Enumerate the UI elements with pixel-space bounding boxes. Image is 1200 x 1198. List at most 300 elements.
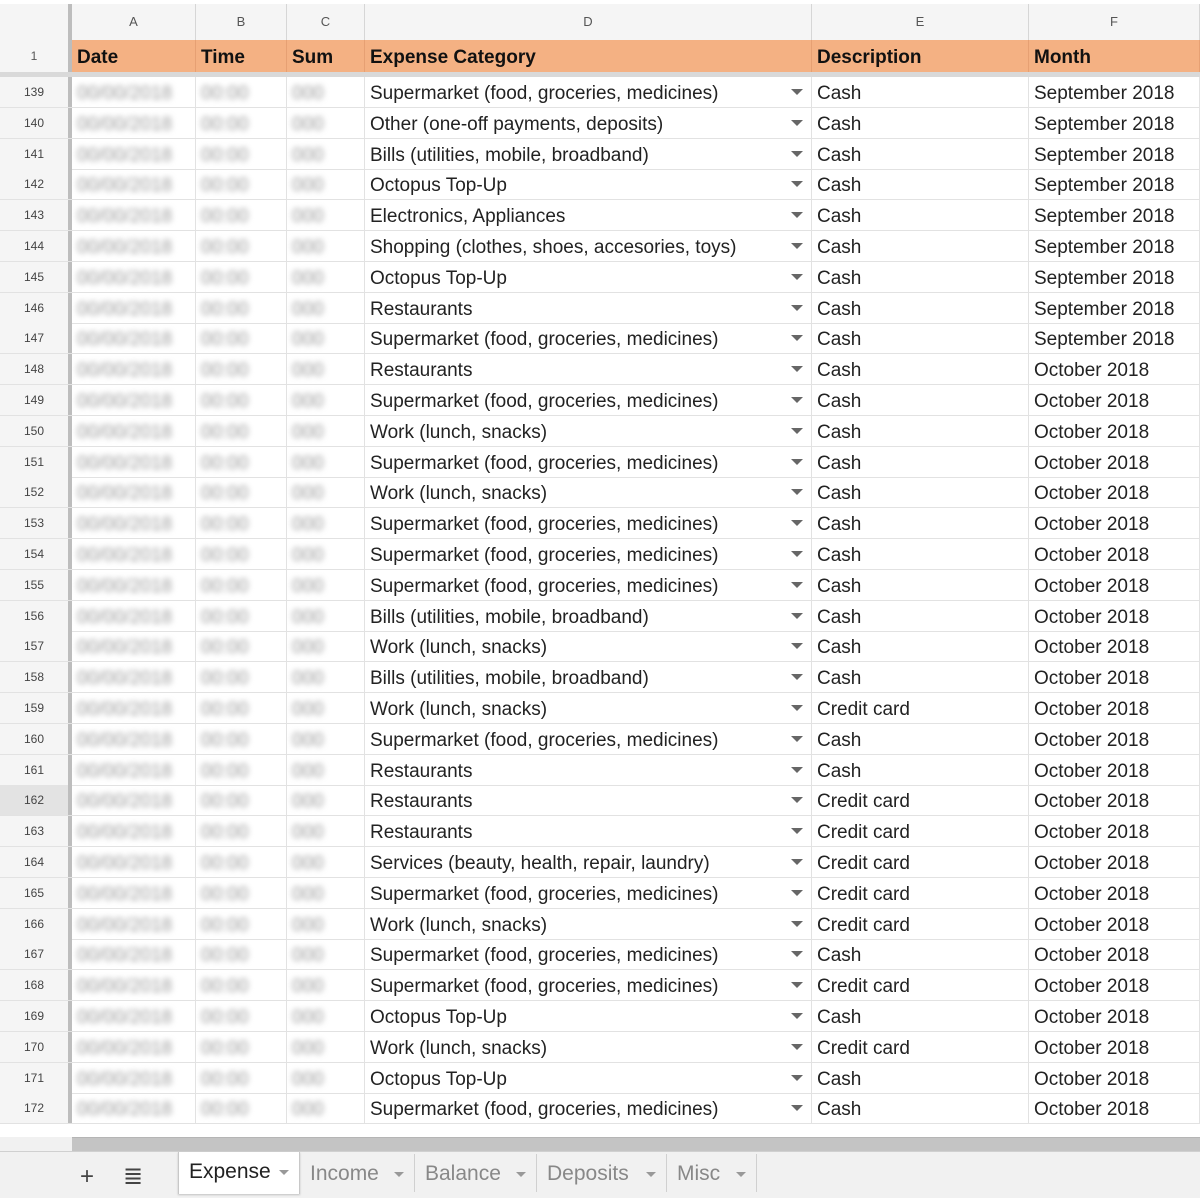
row-number[interactable]: 142 [0, 169, 72, 199]
row-number[interactable]: 157 [0, 631, 72, 661]
cell-expense-category[interactable] [365, 909, 812, 939]
cell-time[interactable] [196, 169, 287, 199]
cell-date[interactable] [72, 909, 196, 939]
cell-month[interactable] [1029, 262, 1200, 292]
row-number[interactable]: 151 [0, 447, 72, 477]
row-number[interactable]: 172 [0, 1093, 72, 1123]
row-number[interactable]: 164 [0, 847, 72, 877]
cell-time[interactable] [196, 601, 287, 631]
cell-expense-category[interactable] [365, 200, 812, 230]
cell-month[interactable] [1029, 108, 1200, 138]
cell-date[interactable] [72, 631, 196, 661]
cell-time[interactable] [196, 200, 287, 230]
cell-month[interactable] [1029, 385, 1200, 415]
cell-sum[interactable] [287, 939, 365, 969]
cell-description[interactable] [812, 1063, 1029, 1093]
cell-date[interactable] [72, 262, 196, 292]
cell-date[interactable] [72, 508, 196, 538]
cell-sum[interactable] [287, 477, 365, 507]
cell-sum[interactable] [287, 323, 365, 353]
cell-time[interactable] [196, 909, 287, 939]
dropdown-arrow-icon[interactable] [791, 582, 803, 588]
cell-time[interactable] [196, 1032, 287, 1062]
tab-menu-caret-icon[interactable] [516, 1172, 526, 1177]
cell-sum[interactable] [287, 447, 365, 477]
cell-time[interactable] [196, 323, 287, 353]
cell-sum[interactable] [287, 755, 365, 785]
row-number[interactable]: 143 [0, 200, 72, 230]
cell-sum[interactable] [287, 631, 365, 661]
dropdown-arrow-icon[interactable] [791, 274, 803, 280]
tab-menu-caret-icon[interactable] [646, 1172, 656, 1177]
cell-date[interactable] [72, 169, 196, 199]
cell-time[interactable] [196, 816, 287, 846]
cell-month[interactable] [1029, 785, 1200, 815]
cell-description[interactable] [812, 816, 1029, 846]
cell-expense-category[interactable] [365, 139, 812, 169]
cell-description[interactable] [812, 693, 1029, 723]
dropdown-arrow-icon[interactable] [791, 951, 803, 957]
row-number[interactable]: 156 [0, 601, 72, 631]
row-number[interactable]: 146 [0, 293, 72, 323]
row-number[interactable]: 165 [0, 878, 72, 908]
row-number[interactable]: 170 [0, 1032, 72, 1062]
cell-sum[interactable] [287, 662, 365, 692]
cell-description[interactable] [812, 631, 1029, 661]
dropdown-arrow-icon[interactable] [791, 428, 803, 434]
all-sheets-list-icon[interactable]: ≣ [122, 1163, 144, 1190]
cell-description[interactable] [812, 385, 1029, 415]
cell-expense-category[interactable] [365, 631, 812, 661]
row-number[interactable]: 152 [0, 477, 72, 507]
cell-sum[interactable] [287, 847, 365, 877]
cell-description[interactable] [812, 909, 1029, 939]
cell-description[interactable] [812, 570, 1029, 600]
dropdown-arrow-icon[interactable] [791, 459, 803, 465]
dropdown-arrow-icon[interactable] [791, 767, 803, 773]
sheet-tab-balance[interactable] [415, 1154, 537, 1192]
cell-date[interactable] [72, 1093, 196, 1123]
cell-expense-category[interactable] [365, 477, 812, 507]
cell-description[interactable] [812, 601, 1029, 631]
cell-date[interactable] [72, 1001, 196, 1031]
row-number[interactable]: 166 [0, 909, 72, 939]
cell-sum[interactable] [287, 1063, 365, 1093]
cell-month[interactable] [1029, 416, 1200, 446]
dropdown-arrow-icon[interactable] [791, 797, 803, 803]
column-header-a[interactable]: A [72, 4, 196, 40]
cell-description[interactable] [812, 262, 1029, 292]
row-number[interactable]: 140 [0, 108, 72, 138]
cell-month[interactable] [1029, 200, 1200, 230]
cell-sum[interactable] [287, 539, 365, 569]
column-header-c[interactable]: C [287, 4, 365, 40]
row-number[interactable]: 153 [0, 508, 72, 538]
cell-description[interactable] [812, 1001, 1029, 1031]
cell-date[interactable] [72, 293, 196, 323]
cell-description[interactable] [812, 323, 1029, 353]
cell-month[interactable] [1029, 293, 1200, 323]
cell-month[interactable] [1029, 169, 1200, 199]
cell-expense-category[interactable] [365, 755, 812, 785]
cell-time[interactable] [196, 847, 287, 877]
cell-expense-category[interactable] [365, 1001, 812, 1031]
cell-time[interactable] [196, 1063, 287, 1093]
cell-date[interactable] [72, 755, 196, 785]
cell-description[interactable] [812, 139, 1029, 169]
dropdown-arrow-icon[interactable] [791, 397, 803, 403]
row-number[interactable]: 159 [0, 693, 72, 723]
row-number[interactable]: 145 [0, 262, 72, 292]
cell-expense-category[interactable] [365, 693, 812, 723]
sheet-tab-misc[interactable] [667, 1154, 757, 1192]
cell-time[interactable] [196, 262, 287, 292]
cell-time[interactable] [196, 570, 287, 600]
cell-sum[interactable] [287, 601, 365, 631]
cell-month[interactable] [1029, 570, 1200, 600]
cell-sum[interactable] [287, 77, 365, 107]
cell-date[interactable] [72, 77, 196, 107]
cell-expense-category[interactable] [365, 385, 812, 415]
dropdown-arrow-icon[interactable] [791, 982, 803, 988]
cell-month[interactable] [1029, 847, 1200, 877]
cell-expense-category[interactable] [365, 1063, 812, 1093]
cell-time[interactable] [196, 293, 287, 323]
cell-month[interactable] [1029, 508, 1200, 538]
row-number[interactable]: 171 [0, 1063, 72, 1093]
column-header-d[interactable]: D [365, 4, 812, 40]
cell-date[interactable] [72, 724, 196, 754]
dropdown-arrow-icon[interactable] [791, 551, 803, 557]
select-all-corner[interactable] [0, 4, 72, 40]
cell-date[interactable] [72, 939, 196, 969]
cell-month[interactable] [1029, 724, 1200, 754]
cell-date[interactable] [72, 662, 196, 692]
cell-description[interactable] [812, 1093, 1029, 1123]
cell-description[interactable] [812, 231, 1029, 261]
cell-description[interactable] [812, 354, 1029, 384]
cell-date[interactable] [72, 354, 196, 384]
dropdown-arrow-icon[interactable] [791, 335, 803, 341]
cell-sum[interactable] [287, 1001, 365, 1031]
cell-date[interactable] [72, 139, 196, 169]
cell-date[interactable] [72, 847, 196, 877]
cell-sum[interactable] [287, 785, 365, 815]
cell-expense-category[interactable] [365, 508, 812, 538]
cell-time[interactable] [196, 108, 287, 138]
add-sheet-icon[interactable]: + [79, 1163, 94, 1190]
cell-sum[interactable] [287, 293, 365, 323]
cell-expense-category[interactable] [365, 878, 812, 908]
cell-month[interactable] [1029, 693, 1200, 723]
cell-description[interactable] [812, 970, 1029, 1000]
dropdown-arrow-icon[interactable] [791, 151, 803, 157]
cell-month[interactable] [1029, 816, 1200, 846]
cell-description[interactable] [812, 447, 1029, 477]
cell-description[interactable] [812, 477, 1029, 507]
cell-sum[interactable] [287, 1093, 365, 1123]
redacted-value: 00:00 [201, 175, 249, 197]
row-number[interactable]: 168 [0, 970, 72, 1000]
cell-month[interactable] [1029, 539, 1200, 569]
cell-expense-category[interactable] [365, 323, 812, 353]
cell-expense-category[interactable] [365, 939, 812, 969]
dropdown-arrow-icon[interactable] [791, 181, 803, 187]
cell-month[interactable] [1029, 662, 1200, 692]
cell-date[interactable] [72, 570, 196, 600]
dropdown-arrow-icon[interactable] [791, 1013, 803, 1019]
cell-time[interactable] [196, 939, 287, 969]
sheet-tab-income[interactable] [300, 1154, 415, 1192]
cell-expense-category[interactable] [365, 785, 812, 815]
dropdown-arrow-icon[interactable] [791, 890, 803, 896]
cell-sum[interactable] [287, 570, 365, 600]
cell-expense-category[interactable] [365, 662, 812, 692]
sheet-tab-expense[interactable] [178, 1152, 300, 1194]
cell-time[interactable] [196, 878, 287, 908]
cell-month[interactable] [1029, 631, 1200, 661]
cell-expense-category[interactable] [365, 416, 812, 446]
row-number[interactable]: 163 [0, 816, 72, 846]
cell-sum[interactable] [287, 262, 365, 292]
cell-date[interactable] [72, 970, 196, 1000]
cell-month[interactable] [1029, 909, 1200, 939]
tab-menu-caret-icon[interactable] [279, 1170, 289, 1175]
cell-time[interactable] [196, 385, 287, 415]
dropdown-arrow-icon[interactable] [791, 1075, 803, 1081]
column-header-b[interactable]: B [196, 4, 287, 40]
cell-expense-category[interactable] [365, 1093, 812, 1123]
cell-description[interactable] [812, 508, 1029, 538]
cell-month[interactable] [1029, 601, 1200, 631]
row-number[interactable]: 141 [0, 139, 72, 169]
cell-expense-category[interactable] [365, 970, 812, 1000]
cell-sum[interactable] [287, 816, 365, 846]
cell-expense-category[interactable] [365, 169, 812, 199]
cell-date[interactable] [72, 108, 196, 138]
dropdown-arrow-icon[interactable] [791, 705, 803, 711]
cell-expense-category[interactable] [365, 293, 812, 323]
cell-sum[interactable] [287, 1032, 365, 1062]
cell-description[interactable] [812, 878, 1029, 908]
row-number[interactable]: 169 [0, 1001, 72, 1031]
cell-time[interactable] [196, 631, 287, 661]
row-number[interactable]: 147 [0, 323, 72, 353]
cell-time[interactable] [196, 693, 287, 723]
cell-sum[interactable] [287, 878, 365, 908]
cell-sum[interactable] [287, 416, 365, 446]
dropdown-arrow-icon[interactable] [791, 212, 803, 218]
cell-date[interactable] [72, 601, 196, 631]
dropdown-arrow-icon[interactable] [791, 120, 803, 126]
cell-sum[interactable] [287, 385, 365, 415]
header-sum[interactable]: Sum [287, 40, 365, 72]
cell-time[interactable] [196, 354, 287, 384]
row-number[interactable]: 167 [0, 939, 72, 969]
dropdown-arrow-icon[interactable] [791, 1044, 803, 1050]
dropdown-arrow-icon[interactable] [791, 243, 803, 249]
row-number[interactable]: 158 [0, 662, 72, 692]
dropdown-arrow-icon[interactable] [791, 489, 803, 495]
cell-time[interactable] [196, 970, 287, 1000]
cell-date[interactable] [72, 477, 196, 507]
cell-date[interactable] [72, 416, 196, 446]
cell-month[interactable] [1029, 878, 1200, 908]
dropdown-arrow-icon[interactable] [791, 643, 803, 649]
cell-time[interactable] [196, 785, 287, 815]
cell-description[interactable] [812, 169, 1029, 199]
cell-sum[interactable] [287, 354, 365, 384]
cell-description[interactable] [812, 416, 1029, 446]
cell-month[interactable] [1029, 139, 1200, 169]
cell-month[interactable] [1029, 323, 1200, 353]
tab-menu-caret-icon[interactable] [394, 1172, 404, 1177]
horizontal-scrollbar[interactable] [72, 1137, 1200, 1152]
cell-expense-category[interactable] [365, 570, 812, 600]
dropdown-arrow-icon[interactable] [791, 305, 803, 311]
cell-expense-category[interactable] [365, 447, 812, 477]
cell-date[interactable] [72, 785, 196, 815]
column-header-e[interactable]: E [812, 4, 1029, 40]
header-expense-category[interactable]: Expense Category [365, 40, 812, 72]
cell-date[interactable] [72, 878, 196, 908]
cell-month[interactable] [1029, 231, 1200, 261]
dropdown-arrow-icon[interactable] [791, 736, 803, 742]
cell-month[interactable] [1029, 1093, 1200, 1123]
cell-month[interactable] [1029, 1001, 1200, 1031]
cell-expense-category[interactable] [365, 539, 812, 569]
cell-description[interactable] [812, 108, 1029, 138]
cell-time[interactable] [196, 1001, 287, 1031]
cell-description[interactable] [812, 293, 1029, 323]
cell-expense-category[interactable] [365, 1032, 812, 1062]
cell-date[interactable] [72, 1032, 196, 1062]
cell-expense-category[interactable] [365, 847, 812, 877]
column-header-f[interactable]: F [1029, 4, 1200, 40]
cell-sum[interactable] [287, 200, 365, 230]
row-number[interactable]: 162 [0, 785, 72, 815]
cell-sum[interactable] [287, 108, 365, 138]
tab-menu-caret-icon[interactable] [736, 1172, 746, 1177]
sheet-tab-deposits[interactable] [537, 1154, 667, 1192]
cell-date[interactable] [72, 816, 196, 846]
cell-sum[interactable] [287, 724, 365, 754]
cell-expense-category[interactable] [365, 77, 812, 107]
cell-description[interactable] [812, 662, 1029, 692]
cell-time[interactable] [196, 77, 287, 107]
cell-date[interactable] [72, 323, 196, 353]
cell-date[interactable] [72, 385, 196, 415]
cell-description[interactable] [812, 724, 1029, 754]
cell-time[interactable] [196, 139, 287, 169]
header-time[interactable]: Time [196, 40, 287, 72]
cell-expense-category[interactable] [365, 601, 812, 631]
cell-time[interactable] [196, 508, 287, 538]
dropdown-arrow-icon[interactable] [791, 828, 803, 834]
cell-expense-category[interactable] [365, 816, 812, 846]
cell-description[interactable] [812, 77, 1029, 107]
cell-sum[interactable] [287, 693, 365, 723]
cell-month[interactable] [1029, 77, 1200, 107]
cell-expense-category[interactable] [365, 354, 812, 384]
cell-sum[interactable] [287, 169, 365, 199]
cell-month[interactable] [1029, 939, 1200, 969]
dropdown-arrow-icon[interactable] [791, 520, 803, 526]
cell-time[interactable] [196, 416, 287, 446]
cell-expense-category[interactable] [365, 231, 812, 261]
cell-description[interactable] [812, 539, 1029, 569]
header-date[interactable]: Date [72, 40, 196, 72]
cell-expense-category[interactable] [365, 724, 812, 754]
cell-month[interactable] [1029, 970, 1200, 1000]
cell-date[interactable] [72, 693, 196, 723]
cell-time[interactable] [196, 477, 287, 507]
cell-sum[interactable] [287, 909, 365, 939]
cell-description[interactable] [812, 939, 1029, 969]
header-description[interactable]: Description [812, 40, 1029, 72]
cell-time[interactable] [196, 539, 287, 569]
cell-description[interactable] [812, 755, 1029, 785]
cell-sum[interactable] [287, 508, 365, 538]
header-month[interactable]: Month [1029, 40, 1200, 72]
dropdown-arrow-icon[interactable] [791, 613, 803, 619]
row-number[interactable]: 155 [0, 570, 72, 600]
cell-date[interactable] [72, 200, 196, 230]
dropdown-arrow-icon[interactable] [791, 366, 803, 372]
cell-date[interactable] [72, 231, 196, 261]
cell-date[interactable] [72, 1063, 196, 1093]
row-number[interactable]: 161 [0, 755, 72, 785]
row-number[interactable]: 148 [0, 354, 72, 384]
cell-sum[interactable] [287, 970, 365, 1000]
cell-expense-category[interactable] [365, 108, 812, 138]
cell-time[interactable] [196, 724, 287, 754]
cell-month[interactable] [1029, 1032, 1200, 1062]
dropdown-arrow-icon[interactable] [791, 1105, 803, 1111]
cell-time[interactable] [196, 755, 287, 785]
row-number[interactable]: 154 [0, 539, 72, 569]
dropdown-arrow-icon[interactable] [791, 674, 803, 680]
row-number[interactable]: 160 [0, 724, 72, 754]
row-number[interactable]: 144 [0, 231, 72, 261]
row-number[interactable]: 139 [0, 77, 72, 107]
cell-time[interactable] [196, 231, 287, 261]
row-number[interactable]: 150 [0, 416, 72, 446]
cell-month[interactable] [1029, 447, 1200, 477]
cell-description[interactable] [812, 200, 1029, 230]
dropdown-arrow-icon[interactable] [791, 921, 803, 927]
cell-month[interactable] [1029, 1063, 1200, 1093]
cell-month[interactable] [1029, 354, 1200, 384]
cell-month[interactable] [1029, 477, 1200, 507]
cell-date[interactable] [72, 447, 196, 477]
cell-sum[interactable] [287, 139, 365, 169]
cell-sum[interactable] [287, 231, 365, 261]
dropdown-arrow-icon[interactable] [791, 859, 803, 865]
cell-description[interactable] [812, 785, 1029, 815]
cell-expense-category[interactable] [365, 262, 812, 292]
row-number[interactable]: 1 [0, 40, 72, 72]
cell-description[interactable] [812, 1032, 1029, 1062]
cell-month[interactable] [1029, 755, 1200, 785]
cell-time[interactable] [196, 1093, 287, 1123]
cell-description[interactable] [812, 847, 1029, 877]
cell-time[interactable] [196, 447, 287, 477]
cell-time[interactable] [196, 662, 287, 692]
row-number[interactable]: 149 [0, 385, 72, 415]
dropdown-arrow-icon[interactable] [791, 89, 803, 95]
cell-date[interactable] [72, 539, 196, 569]
